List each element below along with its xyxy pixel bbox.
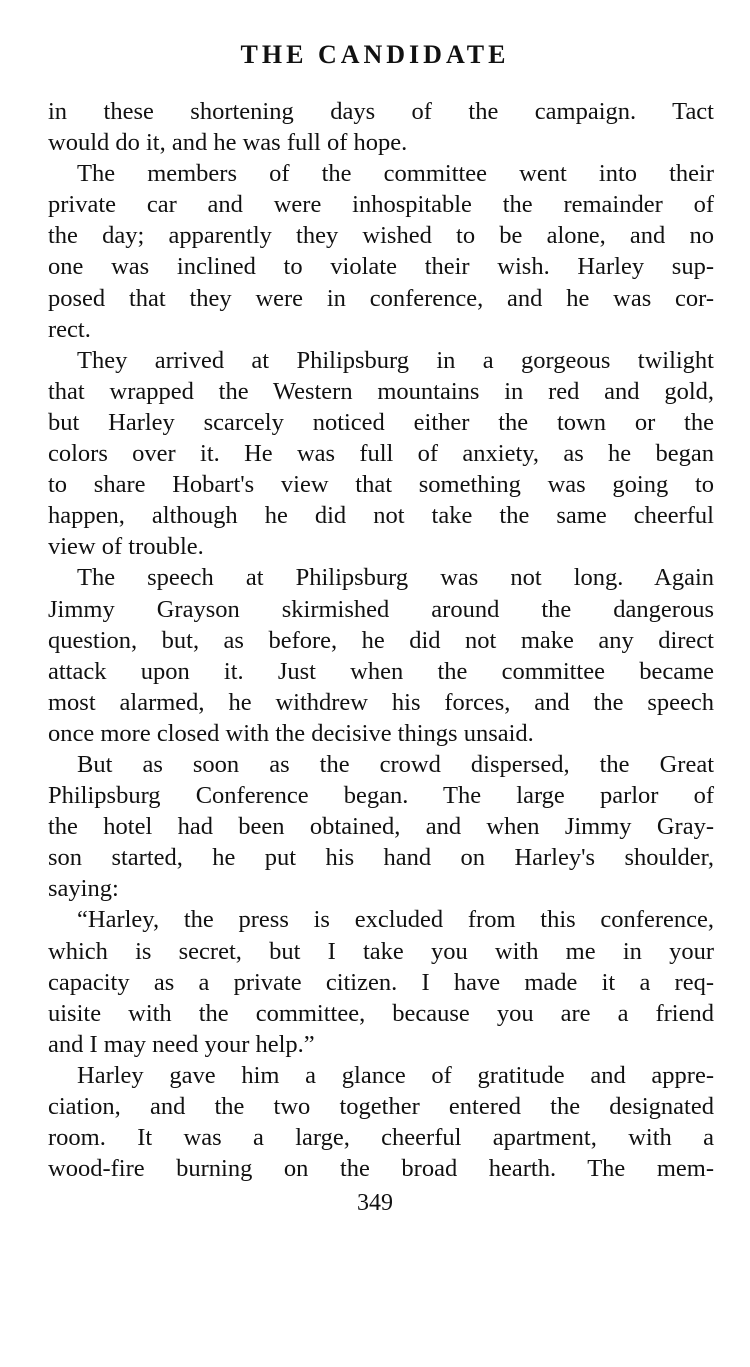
text-line: which is secret, but I take you with me in your [48, 937, 714, 965]
paragraph [48, 562, 714, 749]
paragraph [48, 345, 714, 563]
text-line: but Harley scarcely noticed either the town or the [48, 408, 714, 436]
text-line: in these shortening days of the campaign. Tact [48, 98, 714, 125]
text-line: Philipsburg Conference began. The large parlor of [48, 782, 714, 810]
text-line: that wrapped the Western mountains in red and gold, [48, 377, 714, 405]
text-line: They arrived at Philipsburg in a gorgeous twilight [77, 346, 714, 374]
text-line: Harley gave him a glance of gratitude and appre- [77, 1061, 714, 1089]
page-number: 349 [357, 1190, 393, 1216]
text-line: question, but, as before, he did not make any direct [48, 626, 714, 654]
text-line: saying: [48, 875, 119, 903]
text-line: capacity as a private citizen. I have made it a req- [48, 968, 714, 996]
text-line: once more closed with the decisive things unsaid. [48, 719, 534, 747]
text-line: colors over it. He was full of anxiety, as he began [48, 440, 714, 468]
text-line: happen, although he did not take the same cheerful [48, 502, 714, 530]
text-line: The members of the committee went into their [77, 160, 714, 188]
paragraph [48, 904, 714, 1059]
text-line: The speech at Philipsburg was not long. Again [77, 564, 714, 592]
text-line: Jimmy Grayson skirmished around the dangerous [48, 595, 714, 623]
body-text [48, 96, 714, 1184]
paragraph [48, 1060, 714, 1184]
paragraph [48, 158, 714, 345]
text-line: the day; apparently they wished to be alone, and no [48, 222, 714, 250]
text-line: “Harley, the press is excluded from this conference, [77, 906, 714, 934]
paragraph [48, 749, 714, 904]
text-line: But as soon as the crowd dispersed, the Great [77, 750, 714, 778]
running-head: THE CANDIDATE [240, 40, 510, 69]
text-line: attack upon it. Just when the committee became [48, 657, 714, 685]
text-line: the hotel had been obtained, and when Jimmy Gray- [48, 813, 714, 841]
paragraph [48, 96, 714, 158]
text-line: most alarmed, he withdrew his forces, and the speech [48, 688, 714, 716]
text-line: posed that they were in conference, and he was cor- [48, 284, 714, 312]
text-line: would do it, and he was full of hope. [48, 129, 408, 157]
text-line: and I may need your help.” [48, 1030, 315, 1058]
text-line: view of trouble. [48, 533, 204, 561]
text-line: to share Hobart's view that something was going to [48, 471, 714, 499]
text-line: room. It was a large, cheerful apartment, with a [48, 1124, 714, 1152]
text-line: son started, he put his hand on Harley's shoulder, [48, 844, 714, 872]
text-line: ciation, and the two together entered the designated [48, 1093, 714, 1120]
text-line: one was inclined to violate their wish. Harley sup- [48, 253, 714, 281]
text-line: rect. [48, 315, 91, 343]
text-line: uisite with the committee, because you are a friend [48, 999, 714, 1027]
text-line: wood-fire burning on the broad hearth. The mem- [48, 1155, 714, 1183]
text-line: private car and were inhospitable the remainder of [48, 191, 714, 219]
